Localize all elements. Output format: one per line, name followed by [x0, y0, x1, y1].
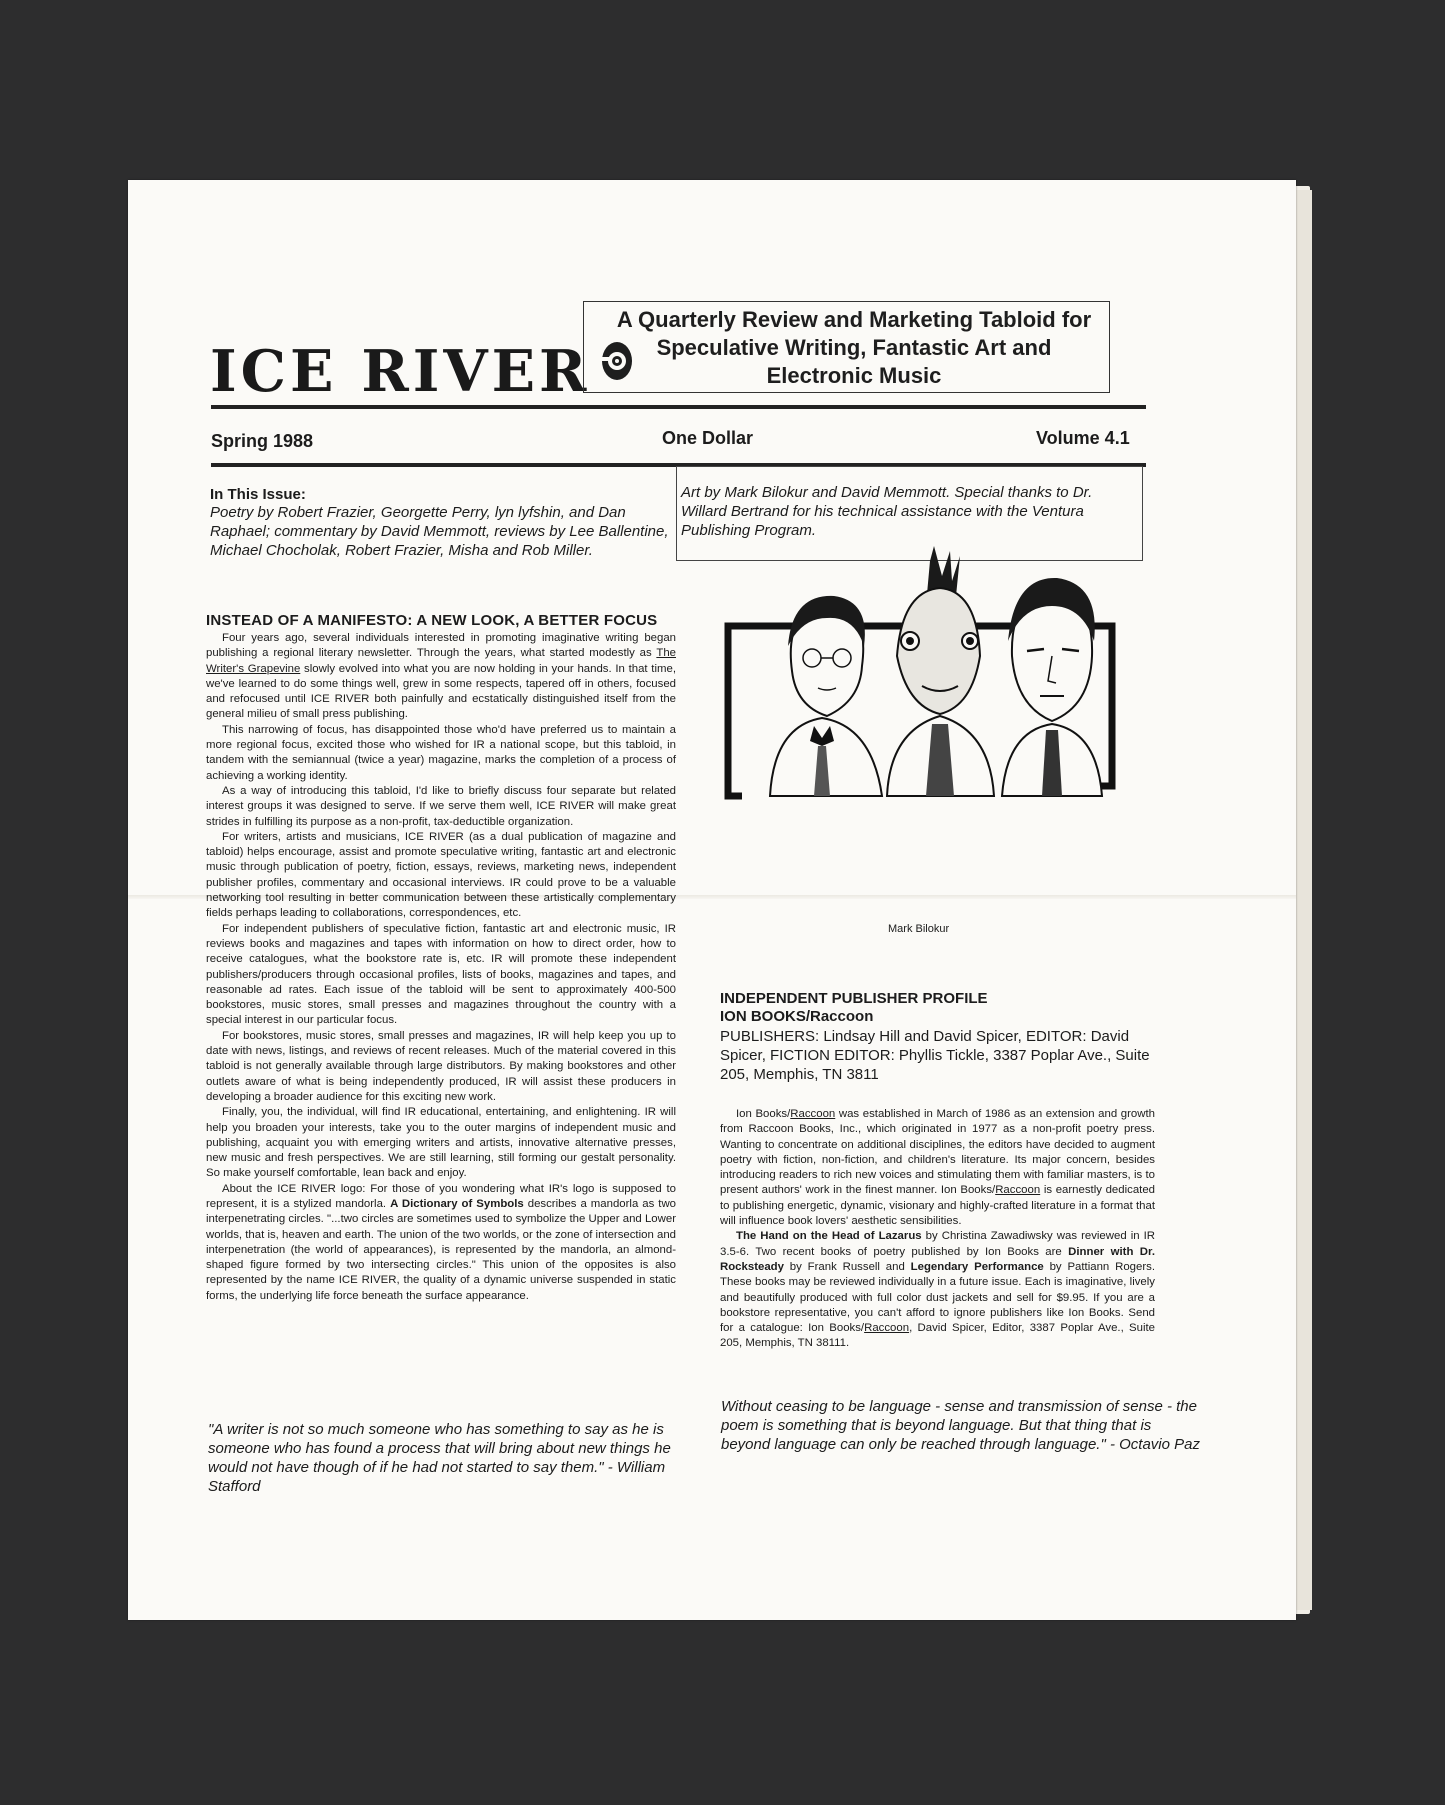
article-body	[206, 631, 676, 1304]
masthead-logo: ICE RIVER	[210, 338, 591, 405]
article-title: INSTEAD OF A MANIFESTO: A NEW LOOK, A BETTER FOCUS	[206, 612, 658, 629]
three-portraits-illustration	[722, 546, 1122, 806]
profile-publisher-name: ION BOOKS/Raccoon	[720, 1008, 874, 1025]
in-this-issue-heading: In This Issue:	[210, 486, 306, 503]
article-paragraph: For writers, artists and musicians, ICE RIVER (as a dual publication of magazine and tabloid) helps encourage, assist and promote speculative writing, fantastic art and electronic music through publication of poetry, fiction, essays, reviews, marketing news, independent publisher profiles, commentary and occasional interviews. IR could prove to be a valuable networking tool resulting in better communication between these artistically complementary fields perhaps leading to collaborations, correspondences, etc.	[206, 830, 676, 920]
illustration-caption: Mark Bilokur	[888, 923, 950, 935]
article-paragraph: About the ICE RIVER logo: For those of you wondering what IR's logo is supposed to represent, it is a stylized mandorla. A Dictionary of Symbols describes a mandorla as two interpenetrating circles. "...two circles are sometimes used to symbolize the Upper and Lower worlds, that is, heaven and earth. The union of the two worlds, or the zone of intersection and interpenetration (the world of appearances), is represented by the mandorla, an almond-shaped figure formed by two intersecting circles." This union of the opposites is also represented by the name ICE RIVER, the quality of a dynamic universe suspended in static forms, the underlying life force beneath the surface appearance.	[206, 1182, 677, 1302]
article-paragraph: For independent publishers of speculative fiction, fantastic art and electronic music, IR reviews books and magazines and tapes with information on how to direct order, how to receive catalogues, what the bookstore rate is, etc. IR will promote these independent publishers/producers through occasional profiles, lists of books, magazines and tapes, and reasonable ad rates. Each issue of the tabloid will be sent to approximately 400-500 bookstores, music stores, small presses and magazines throughout the country with a special interest in our particular focus.	[206, 922, 676, 1027]
article-paragraph: This narrowing of focus, has disappointed those who'd have preferred us to maintain a more regional focus, excited those who wished for IR a national scope, but this tabloid, in tandem with the semiannual (twice a year) magazine, marks the completion of a process of achieving a working identity.	[206, 723, 676, 782]
issue-price: One Dollar	[662, 428, 754, 448]
profile-publishers: PUBLISHERS: Lindsay Hill and David Spicer, EDITOR: David Spicer, FICTION EDITOR: Phyllis Tickle, 3387 Poplar Ave., Suite 205, Memphis, TN 3811	[720, 1028, 1150, 1083]
profile-paragraph: The Hand on the Head of Lazarus by Christina Zawadiwsky was reviewed in IR 3.5-6. Two recent books of poetry published by Ion Books are Dinner with Dr. Rocksteady by Frank Russell and Legendary Performance by Pattiann Rogers. These books may be reviewed individually in a future issue. Each is imaginative, lively and beautifully produced with full color dust jackets and sell for $9.95. If you are a bookstore representative, you can't afford to ignore publishers like Ion Books. Send for a catalogue: Ion Books/Raccoon, David Spicer, Editor, 3387 Poplar Ave., Suite 205, Memphis, TN 38111.	[720, 1230, 1156, 1350]
profile-body	[720, 1107, 1155, 1352]
tabloid-page	[128, 180, 1296, 1620]
tagline: A Quarterly Review and Marketing Tabloid for Speculative Writing, Fantastic Art and Electronic Music	[616, 307, 1092, 388]
paz-quote: Without ceasing to be language - sense and transmission of sense - the poem is something that is beyond language. But that thing that is beyond language can only be reached through language." - Octavio Paz	[721, 1398, 1200, 1453]
fish-headed-figure	[887, 546, 994, 796]
stafford-quote: "A writer is not so much someone who has something to say as he is someone who has found a process that will bring about new things he would not have though of if he had not started to say them." - William Stafford	[208, 1421, 671, 1495]
issue-volume: Volume 4.1	[1036, 428, 1130, 448]
article-paragraph: As a way of introducing this tabloid, I'd like to briefly discuss four separate but related interest groups it was designed to serve. If we serve them well, ICE RIVER will make great strides in fulfilling its purpose as a non-profit, tax-deductible organization.	[206, 784, 676, 828]
article-paragraph: Four years ago, several individuals interested in promoting imaginative writing began publishing a regional literary newsletter. Through the years, what started modestly as The Writer's Grapevine slowly evolved into what you are now holding in your hands. In that time, we've learned to do some things well, grew in some respects, tapered off in others, focused and refocused until ICE RIVER both painfully and ecstatically distinguished itself from the general milieu of small press publishing.	[206, 632, 676, 721]
in-this-issue-text: Poetry by Robert Frazier, Georgette Perry, lyn lyfshin, and Dan Raphael; commentary by David Memmott, reviews by Lee Ballentine, Michael Chocholak, Robert Frazier, Misha and Rob Miller.	[210, 504, 669, 559]
profile-heading	[720, 990, 988, 1026]
profile-section-title: INDEPENDENT PUBLISHER PROFILE	[720, 990, 988, 1007]
credits-text: Art by Mark Bilokur and David Memmott. Special thanks to Dr. Willard Bertrand for his technical assistance with the Ventura Publishing Program.	[681, 484, 1093, 539]
grapevine-title: The Writer's Grapevine	[206, 647, 676, 675]
tagline-box	[583, 301, 1110, 393]
masthead-rule	[211, 405, 1146, 409]
article-paragraph: Finally, you, the individual, will find IR educational, entertaining, and enlightening. IR will help you broaden your interests, take you to the outer margins of independent music and publishing, acquaint you with emerging writers and artists, innovative alternative presses, new music and fresh perspectives. We are still learning, still forming our gestalt personality. So make yourself comfortable, lean back and enjoy.	[206, 1106, 676, 1180]
profile-paragraph: Ion Books/Raccoon was established in March of 1986 as an extension and growth from Raccoon Books, Inc., which originated in 1977 as a non-profit poetry press. Wanting to concentrate on additional disciplines, the editors have decided to augment poetry with fiction, non-fiction, and children's literature. Its major concern, besides introducing readers to rich new voices and stimulating them with familiar masters, is to present authors' work in the finest manner. Ion Books/Raccoon is earnestly dedicated to publishing energetic, dynamic, visionary and highly-crafted literature in a format that will influence book lovers' aesthetic sensibilities.	[720, 1108, 1155, 1228]
article-paragraph: For bookstores, music stores, small presses and magazines, IR will help keep you up to date with news, listings, and reviews of recent releases. Much of the material covered in this tabloid is not generally available through large distributors. By making bookstores and other outlets aware of what is being independently produced, IR will assist these producers in developing a broader audience for this exciting new work.	[206, 1029, 676, 1103]
issue-season: Spring 1988	[211, 431, 314, 451]
right-portrait-figure	[1002, 578, 1102, 796]
